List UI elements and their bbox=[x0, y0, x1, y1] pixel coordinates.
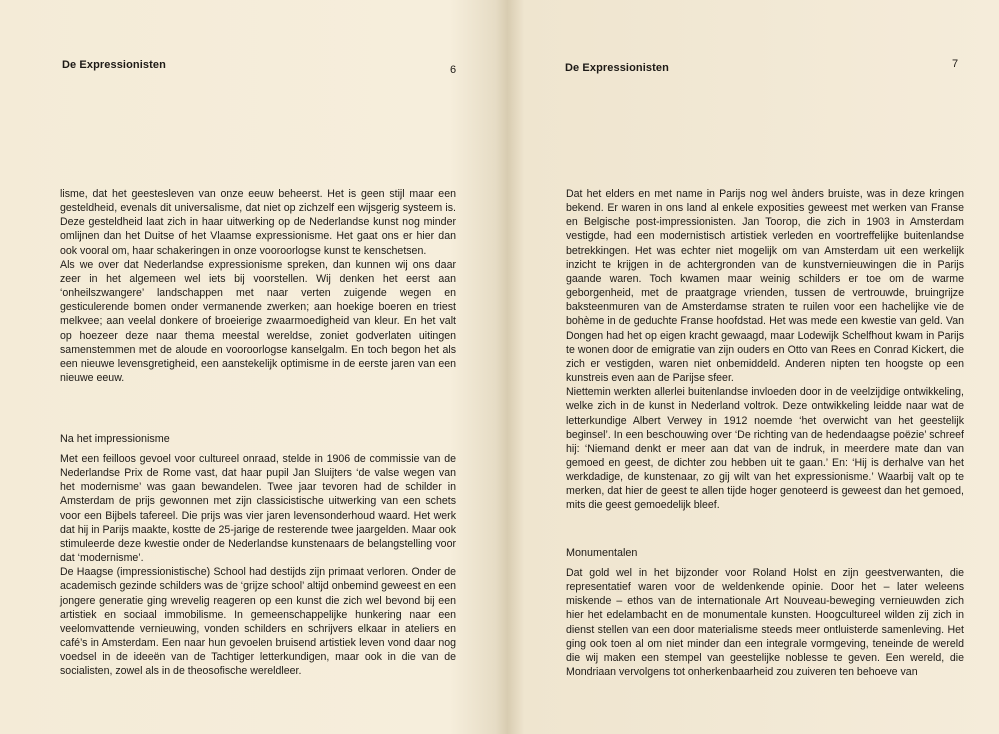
paragraph: Met een feilloos gevoel voor cultureel onraad, stelde in 1906 de commissie van de Nederlandse Prix de Rome vast, dat haar pupil Jan Sluijters ‘de valse wegen van het modernisme’ was gaan bewandelen. Twee jaar tevoren had de schilder in Amsterdam de prijs gewonnen met zijn classicistische uitwerking van een schets voor een Bijbels tafereel. Die prijs was vier jaren levensonderhoud waard. Het werk dat hij in Parijs maakte, kostte de 25-jarige de resterende twee jaargelden. Maar ook stimuleerde deze kwestie onder de Nederlandse kunstenaars de belangstelling voor dat ‘modernisme’. bbox=[60, 453, 456, 565]
body-text-section-1 bbox=[60, 187, 456, 385]
paragraph: lisme, dat het geestesleven van onze eeuw beheerst. Het is geen stijl maar een gesteldheid, evenals dit universalisme, dat niet op zichzelf een wijsgerig systeem is. Deze gesteldheid laat zich in haar uitwerking op de Nederlandse kunst nog minder omlijnen dan het Duitse of het Vlaamse expressionisme. Het gaat ons er hier dan ook vooral om, haar schakeringen in onze vooroorlogse kunst te kenschetsen. bbox=[60, 188, 456, 257]
paragraph: Dat het elders en met name in Parijs nog wel ànders bruiste, was in deze kringen bekend. Er waren in ons land al enkele exposities geweest met werken van Franse en Belgische post-impressionisten. Jan Toorop, die zich in 1903 in Amsterdam vestigde, had een modernistisch artistiek verleden en voortreffelijke buitenlandse betrekkingen. Het was echter niet mogelijk om van Amsterdam uit een werkelijk inzicht te krijgen in de achtergronden van de kunstvernieuwingen die in Parijs gaande waren. Toch kwamen maar weinig schilders er toe om de warme geborgenheid, met de praatgrage vrienden, tussen de vertrouwde, bruingrijze baksteenmuren van de Amsterdamse straten te ruilen voor een hachelijke vie de bohème in de geduchte Franse hoofdstad. Het was mede een kwestie van geld. Van Dongen had het op eigen kracht gewaagd, maar Lodewijk Schelfhout kwam in Parijs te wonen door de emigratie van zijn ouders en Otto van Rees en Conrad Kickert, die zich er vestigden, waren niet onbemiddeld. Anderen nipten ten hoogste op een kunstreis even aan de Parijse sfeer. bbox=[566, 188, 964, 385]
running-title: De Expressionisten bbox=[62, 59, 166, 71]
page-number: 7 bbox=[952, 58, 959, 70]
body-text-section-2 bbox=[60, 452, 456, 679]
section-heading-block bbox=[60, 432, 456, 446]
section-heading: Monumentalen bbox=[566, 547, 638, 559]
running-title: De Expressionisten bbox=[565, 62, 669, 74]
body-text-section-2 bbox=[566, 566, 964, 679]
paragraph: De Haagse (impressionistische) School had destijds zijn primaat verloren. Onder de academisch gezinde schilders was de ‘grijze school’ altijd onbemind geweest en een jongere generatie ging wrevelig reageren op een kunst die zich wel bevond bij een artistiek en sociaal immobilisme. In gemeenschappelijke hunkering naar een veelomvattende vernieuwing, vonden schilders en schrijvers elkaar in ateliers en café’s in Amsterdam. Een naar hun gevoelen bruisend artistiek leven vond daar nog voedsel in de ideeën van de Tachtiger letterkundigen, maar ook in die van de socialisten, zowel als in de theosofische wereldleer. bbox=[60, 566, 456, 678]
right-page bbox=[510, 0, 999, 734]
paragraph: Dat gold wel in het bijzonder voor Roland Holst en zijn geestverwanten, die representatief waren voor de weldenkende opinie. Door het – later weleens miskende – ethos van de internationale Art Nouveau-beweging vernieuwden zich hier het edelambacht en de monumentale kunsten. Hoogcultureel wilden zij zich in dienst stellen van een door materialisme steeds meer ontluisterde samenleving. Het ging ook toen al om niet minder dan een integrale vormgeving, teneinde de wereld die wij maken een stempel van geestelijke noblesse te geven. Een wereld, die Mondriaan vervolgens tot onherkenbaarheid zou zuiveren ten behoeve van bbox=[566, 567, 964, 679]
section-heading: Na het impressionisme bbox=[60, 433, 170, 445]
paragraph: Niettemin werkten allerlei buitenlandse invloeden door in de veelzijdige ontwikkeling, welke zich in de kunst in Nederland voltrok. Deze ontwikkeling leidde naar wat de letterkundige Albert Verwey in 1912 noemde ‘het overwicht van het geestelijk beginsel’. In een beschouwing over ‘De richting van de hedendaagse poëzie’ schreef hij: ‘Niemand denkt er meer aan dat van de indruk, in meerdere mate dan van gemoed en geest, de dichter zou hebben uit te gaan.’ En: ‘Hij is derhalve van het werkdadige, de kunstenaar, zo gij wilt van het expressionisme.’ Waarbij valt op te merken, dat hier de geest te allen tijde hoger genoteerd is geweest dan het gemoed, mits die geest gemoedelijk bleef. bbox=[566, 386, 964, 512]
body-text-section-1 bbox=[566, 187, 964, 513]
section-heading-block bbox=[566, 546, 964, 560]
page-number: 6 bbox=[450, 64, 457, 76]
paragraph: Als we over dat Nederlandse expressionisme spreken, dan kunnen wij ons daar zeer in het algemeen wel iets bij voorstellen. Wij denken het eerst aan ‘onheilszwangere’ landschappen met naar verten zuigende wegen en gesticulerende bomen onder vermanende zwerken; aan hoekige boeren en triest melkvee; aan veelal donkere of broeierige zwaarmoedigheid van kleur. En het valt op hoezeer deze naar thema meestal wereldse, zoniet godverlaten uitingen samenstemmen met de aloude en vooroorlogse kanselgalm. En toch begon het als een nieuwe levensgretigheid, een aanstekelijk optimisme in de eerste jaren van een nieuwe eeuw. bbox=[60, 258, 456, 385]
